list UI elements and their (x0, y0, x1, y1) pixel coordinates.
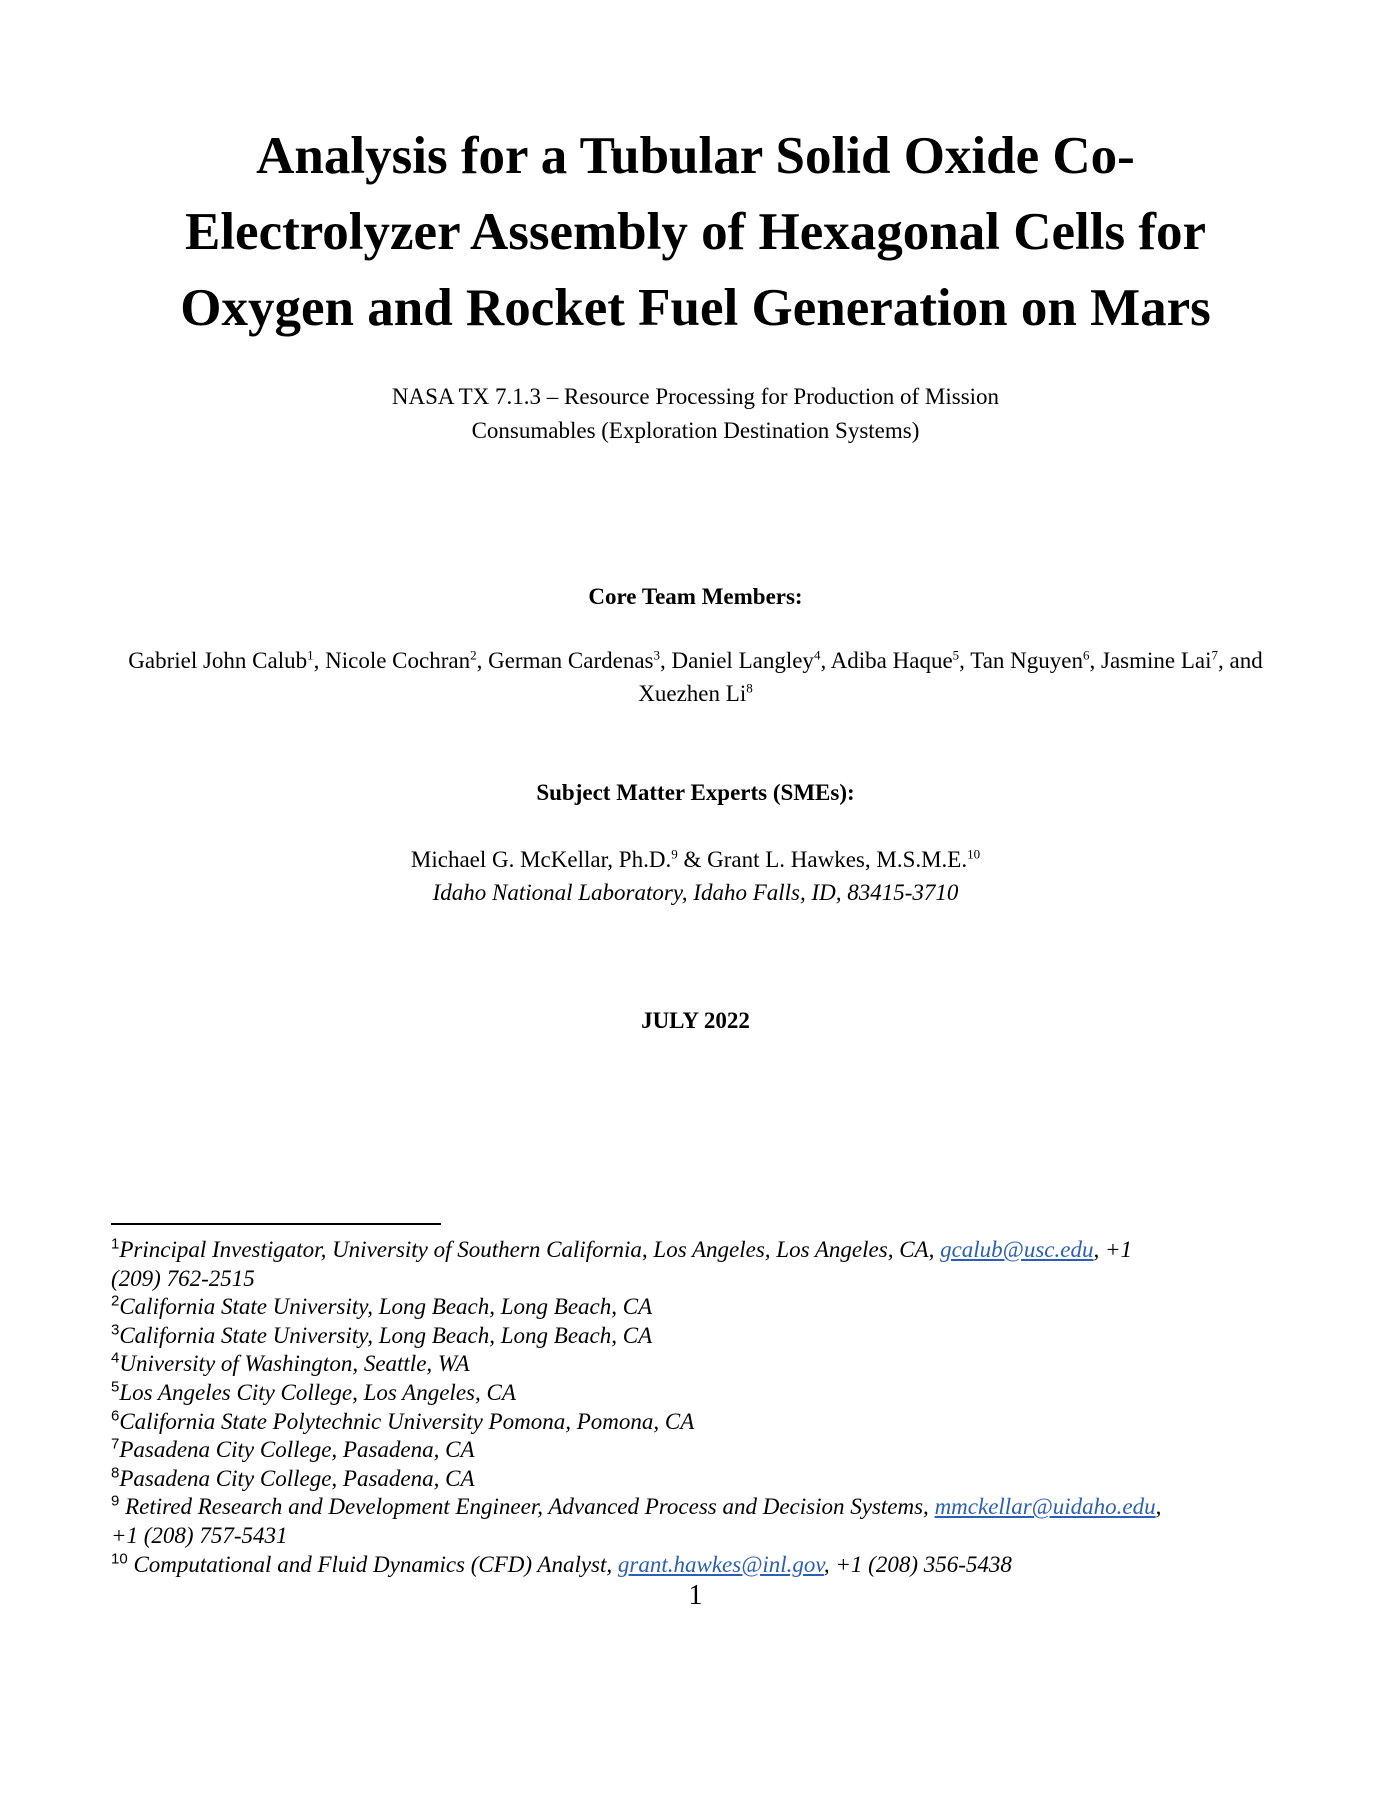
footnote-contact: , +1 (208) 356-5438 (823, 1551, 1012, 1577)
footnote-text: Pasadena City College, Pasadena, CA (119, 1465, 475, 1491)
footnote-number: 8 (111, 1464, 120, 1482)
sme-names (100, 843, 1291, 876)
author-name: German Cardenas (488, 648, 654, 673)
author-affiliation-mark: 6 (1083, 647, 1090, 663)
footnote-text: Los Angeles City College, Los Angeles, CA (119, 1379, 516, 1405)
footnote-text: Pasadena City College, Pasadena, CA (119, 1437, 475, 1463)
sme-affiliation: Idaho National Laboratory, Idaho Falls, ID, 83415-3710 (432, 880, 959, 905)
footnote-number: 10 (111, 1549, 128, 1567)
author-name: Jasmine Lai (1101, 648, 1212, 673)
footnote-number: 6 (111, 1406, 120, 1424)
author-name: Daniel Langley (671, 648, 814, 673)
footnote-3 (111, 1322, 1281, 1351)
footnote-number: 2 (111, 1292, 120, 1310)
author-separator: , (660, 648, 672, 673)
author-affiliation-mark: 8 (746, 680, 753, 696)
footnote-8 (111, 1465, 1281, 1494)
subtitle-line-2: Consumables (Exploration Destination Systems) (471, 418, 920, 443)
footnote-text: California State Polytechnic University Pomona, Pomona, CA (119, 1408, 695, 1434)
author-separator: , (959, 648, 971, 673)
footnote-text: University of Washington, Seattle, WA (119, 1351, 470, 1377)
footnote-contact: , +1 (1093, 1237, 1132, 1262)
document-subtitle (200, 380, 1191, 448)
author-separator: , and (1218, 648, 1269, 673)
author-name: Adiba Haque (830, 648, 953, 673)
footnote-text: Computational and Fluid Dynamics (CFD) Analyst, (127, 1551, 618, 1577)
footnote-9 (111, 1493, 1281, 1522)
author-separator: , (820, 648, 831, 673)
footnote-continuation: +1 (208) 757-5431 (111, 1522, 288, 1548)
footnote-text: Principal Investigator, University of Southern California, Los Angeles, Los Angeles, CA, (119, 1237, 941, 1262)
sme-mark-1: 9 (671, 846, 678, 862)
footnote-number: 1 (111, 1235, 120, 1253)
footnote-4 (111, 1350, 1281, 1379)
footnote-1 (111, 1236, 1281, 1265)
footnote-number: 4 (111, 1349, 120, 1367)
footnote-5 (111, 1379, 1281, 1408)
footnote-email-link[interactable]: grant.hawkes@inl.gov (617, 1551, 824, 1577)
author-affiliation-mark: 2 (470, 647, 477, 663)
page-number: 1 (688, 1580, 703, 1611)
author-affiliation-mark: 4 (813, 647, 821, 663)
title-line-3: Oxygen and Rocket Fuel Generation on Mars (180, 279, 1211, 337)
footnote-2 (111, 1293, 1281, 1322)
footnote-text: Retired Research and Development Engineer, Advanced Process and Decision Systems, (119, 1494, 935, 1520)
author-separator: , (476, 648, 489, 673)
author-name: Tan Nguyen (970, 648, 1083, 673)
footnote-6 (111, 1408, 1281, 1437)
author-name: Nicole Cochran (325, 648, 471, 673)
author-affiliation-mark: 7 (1211, 647, 1218, 663)
author-name: Gabriel John Calub (128, 648, 308, 673)
sme-name-2: Grant L. Hawkes, M.S.M.E. (707, 847, 968, 872)
sme-block (100, 843, 1291, 909)
author-affiliation-mark: 3 (653, 647, 661, 663)
footnote-email-link[interactable]: gcalub@usc.edu (940, 1237, 1094, 1262)
footnote-7 (111, 1436, 1281, 1465)
footnote-number: 9 (111, 1492, 120, 1510)
document-title (100, 118, 1291, 346)
author-separator: , (1089, 648, 1101, 673)
footnote-text: California State University, Long Beach, Long Beach, CA (119, 1322, 653, 1348)
sme-name-1: Michael G. McKellar, Ph.D. (410, 847, 672, 872)
footnote-divider (111, 1223, 441, 1225)
title-line-2: Electrolyzer Assembly of Hexagonal Cells for (184, 203, 1207, 261)
sme-mark-2: 10 (967, 846, 981, 862)
footnote-number: 3 (111, 1321, 120, 1339)
footnote-continuation: (209) 762-2515 (111, 1265, 255, 1291)
author-name: Xuezhen Li (638, 681, 747, 706)
author-separator: , (313, 648, 326, 673)
footnote-text: California State University, Long Beach, Long Beach, CA (119, 1294, 653, 1320)
footnote-email-link[interactable]: mmckellar@uidaho.edu (934, 1494, 1156, 1520)
subtitle-line-1: NASA TX 7.1.3 – Resource Processing for Production of Mission (391, 384, 1000, 409)
author-affiliation-mark: 1 (307, 647, 314, 663)
footnote-number: 5 (111, 1378, 120, 1396)
sme-heading: Subject Matter Experts (SMEs): (536, 780, 855, 805)
footnotes (111, 1236, 1281, 1579)
author-affiliation-mark: 5 (952, 647, 960, 663)
title-line-1: Analysis for a Tubular Solid Oxide Co- (256, 127, 1135, 185)
document-date: JULY 2022 (641, 1008, 750, 1033)
author-list (110, 644, 1281, 710)
footnote-number: 7 (111, 1435, 120, 1453)
footnote-10 (111, 1551, 1281, 1580)
core-team-heading: Core Team Members: (588, 584, 803, 609)
footnote-contact: , (1155, 1494, 1162, 1520)
sme-connector: & (677, 847, 708, 872)
